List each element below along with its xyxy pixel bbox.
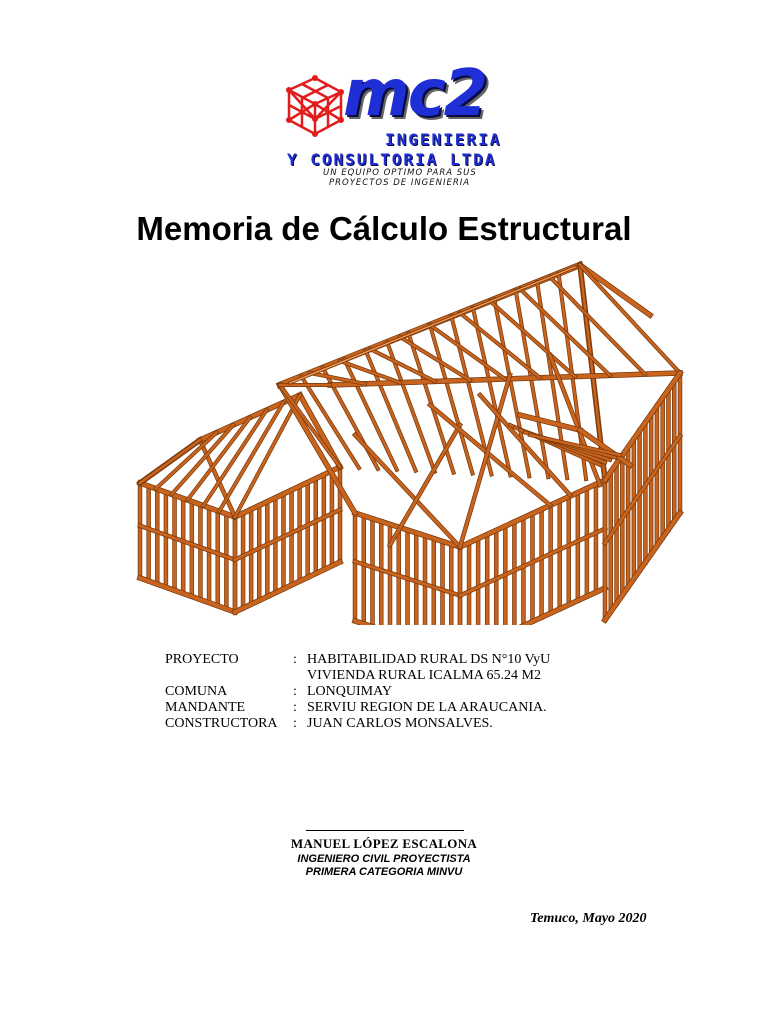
info-separator: [293, 668, 307, 684]
timber-frame-illustration: [130, 255, 690, 625]
company-logo: [285, 57, 525, 202]
page-title: Memoria de Cálculo Estructural: [136, 210, 632, 247]
info-row: [165, 684, 550, 700]
info-row: [165, 668, 550, 684]
logo-line1: INGENIERIA: [385, 130, 502, 149]
info-label: CONSTRUCTORA: [165, 716, 278, 731]
signature-line: [306, 830, 464, 831]
info-value: SERVIU REGION DE LA ARAUCANIA.: [307, 700, 547, 715]
info-label: COMUNA: [165, 684, 228, 699]
engineer-name: MANUEL LÓPEZ ESCALONA: [290, 836, 478, 851]
project-info-table: [165, 652, 550, 732]
info-row: [165, 652, 550, 668]
engineer-category: PRIMERA CATEGORIA MINVU: [305, 866, 463, 878]
truss-emblem-icon: [285, 72, 349, 142]
info-separator: :: [293, 716, 297, 731]
engineer-title: INGENIERO CIVIL PROYECTISTA: [297, 853, 471, 865]
logo-line2: Y CONSULTORIA LTDA: [287, 150, 497, 169]
logo-tagline2: PROYECTOS DE INGENIERIA: [329, 178, 471, 188]
info-label: MANDANTE: [165, 700, 246, 715]
info-value: LONQUIMAY: [307, 684, 393, 699]
info-value: HABITABILIDAD RURAL DS N°10 VyU: [307, 652, 551, 667]
logo-brand: mc2: [343, 57, 487, 131]
info-label: [165, 668, 293, 684]
info-label: PROYECTO: [165, 652, 239, 667]
logo-tagline1: UN EQUIPO OPTIMO PARA SUS: [323, 168, 477, 178]
place-date: Temuco, Mayo 2020: [530, 911, 647, 926]
info-value: VIVIENDA RURAL ICALMA 65.24 M2: [307, 668, 541, 683]
info-value: JUAN CARLOS MONSALVES.: [307, 716, 493, 731]
structural-model-render: [130, 255, 690, 625]
info-separator: :: [293, 652, 297, 667]
info-separator: :: [293, 684, 297, 699]
info-separator: :: [293, 700, 297, 715]
info-row: [165, 716, 550, 732]
info-row: [165, 700, 550, 716]
